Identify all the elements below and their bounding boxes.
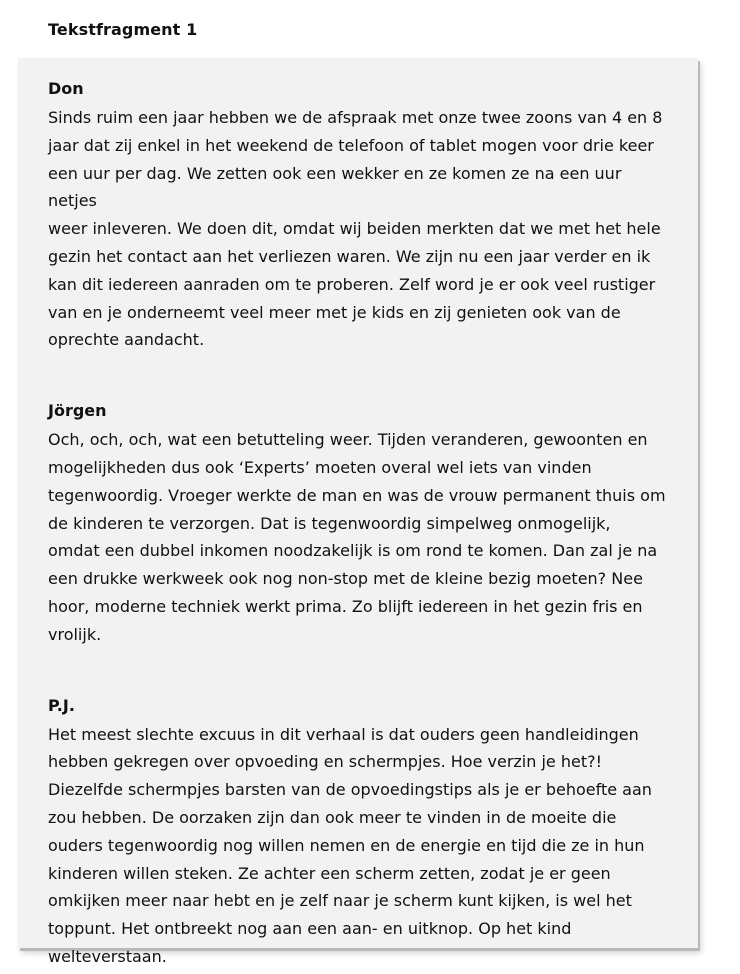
comment-entry-jorgen xyxy=(48,398,674,648)
comment-entry-pj xyxy=(48,693,674,971)
comment-author: Don xyxy=(48,79,84,98)
comment-text: Och, och, och, wat een betutteling weer. Tijden veranderen, gewoonten en mogelijkheden dus ook ‘Experts’ moeten overal wel iets van vinden tegenwoordig. Vroeger werkte de man en was de vrouw permanent thuis om de kinderen te verzorgen. Dat is tegenwoordig simpelweg onmogelijk, omdat een dubbel inkomen noodzakelijk is om rond te komen. Dan zal je na een drukke werkweek ook nog non-stop met de kleine bezig moeten? Nee hoor, moderne techniek werkt prima. Zo blijft iedereen in het gezin fris en vrolijk. xyxy=(48,430,666,644)
text-fragment-box xyxy=(18,58,698,966)
comment-author: Jörgen xyxy=(48,401,107,421)
fragment-title: Tekstfragment 1 xyxy=(48,20,198,39)
comment-author: P.J. xyxy=(48,695,75,715)
comment-text: Sinds ruim een jaar hebben we de afspraak met onze twee zoons van 4 en 8 jaar dat zij enkel in het weekend de telefoon of tablet mogen voor drie keer een uur per dag. We zetten ook een wekker en ze komen ze na een uur netjes weer inleveren. We doen dit, omdat wij beiden merkten dat we met het hele gezin het contact aan het verliezen waren. We zijn nu een jaar verder en ik kan dit iedereen aanraden om te proberen. Zelf word je er ook veel rustiger van en je onderneemt veel meer met je kids en zij genieten ook van de oprechte aandacht. xyxy=(48,108,663,350)
comment-entry-don xyxy=(48,76,674,354)
comment-text: Het meest slechte excuus in dit verhaal is dat ouders geen handleidingen hebben gekregen over opvoeding en schermpjes. Hoe verzin je het?! Diezelfde schermpjes barsten van de opvoedingstips als je er behoefte aan zou hebben. De oorzaken zijn dan ook meer te vinden in de moeite die ouders tegenwoordig nog willen nemen en de energie en tijd die ze in hun kinderen willen steken. Ze achter een scherm zetten, zodat je er geen omkijken meer naar hebt en je zelf naar je scherm kunt kijken, is wel het toppunt. Het ontbreekt nog aan een aan- en uitknop. Op het kind welteverstaan. xyxy=(48,724,652,966)
